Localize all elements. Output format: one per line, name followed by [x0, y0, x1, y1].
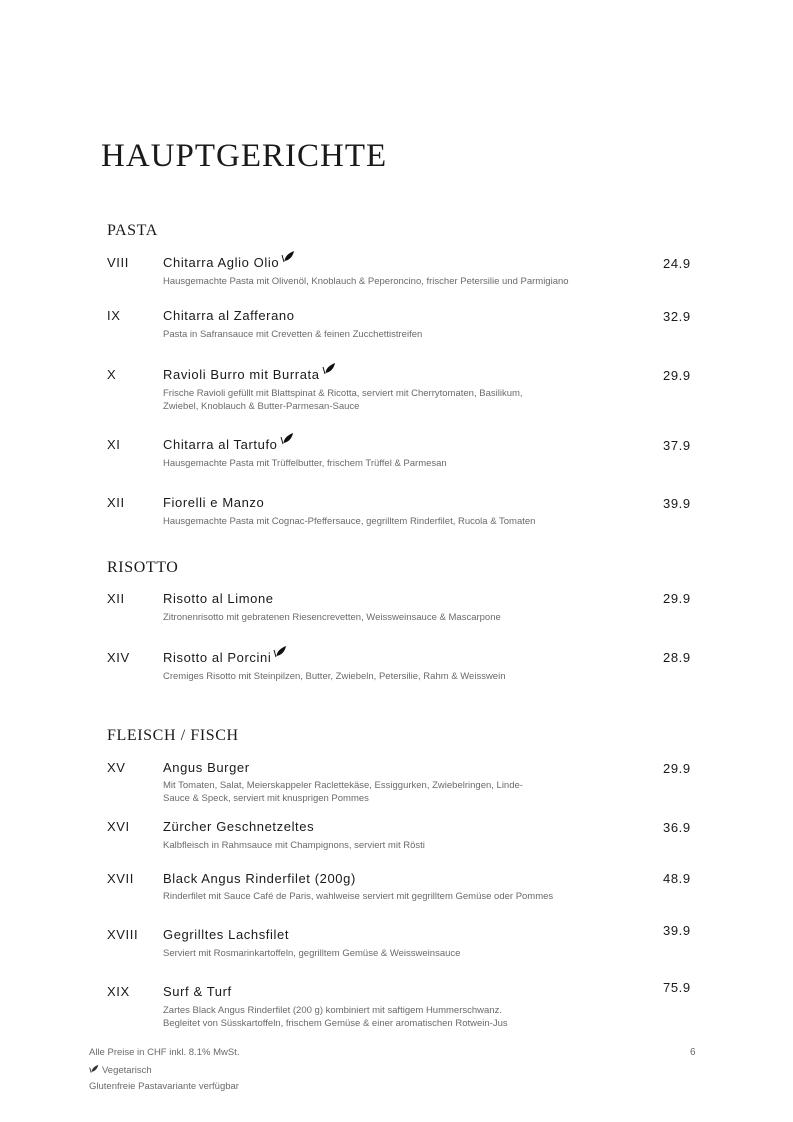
item-name: Zürcher Geschnetzeltes: [163, 819, 315, 834]
section-title-risotto: RISOTTO: [107, 559, 179, 576]
item-name: Risotto al Porcini: [163, 650, 287, 665]
item-number: XVII: [107, 871, 134, 886]
item-number: XII: [107, 495, 125, 510]
item-description: Hausgemachte Pasta mit Trüffelbutter, frischem Trüffel & Parmesan: [163, 458, 447, 469]
item-name: Chitarra al Tartufo: [163, 437, 294, 452]
vegetarian-legend: Vegetarisch: [89, 1064, 152, 1076]
item-price: 29.9: [663, 591, 691, 606]
item-name: Chitarra Aglio Olio: [163, 255, 295, 270]
item-number: IX: [107, 308, 121, 323]
item-price: 24.9: [663, 256, 691, 271]
item-price: 36.9: [663, 820, 691, 835]
page-title: HAUPTGERICHTE: [101, 138, 388, 174]
item-description: Zartes Black Angus Rinderfilet (200 g) kombiniert mit saftigem Hummerschwanz. Begleitet von Süsskartoffeln, frischem Gemüse & einer aromatischen Rotwein-Jus: [163, 1005, 508, 1029]
item-price: 29.9: [663, 761, 691, 776]
item-description: Mit Tomaten, Salat, Meierskappeler Raclettekäse, Essiggurken, Zwiebelringen, Linde- Sauce & Speck, serviert mit knusprigen Pommes: [163, 780, 523, 804]
section-title-pasta: PASTA: [107, 222, 158, 239]
item-number: XI: [107, 437, 121, 452]
item-number: XV: [107, 760, 126, 775]
leaf-icon: [281, 250, 295, 264]
item-price: 39.9: [663, 923, 691, 938]
item-price: 37.9: [663, 438, 691, 453]
item-description: Rinderfilet mit Sauce Café de Paris, wahlweise serviert mit gegrilltem Gemüse oder Pommes: [163, 891, 554, 902]
item-number: VIII: [107, 255, 129, 270]
item-description: Frische Ravioli gefüllt mit Blattspinat & Ricotta, serviert mit Cherrytomaten, Basilikum, Zwiebel, Knoblauch & Butter-Parmesan-Sauce: [163, 388, 523, 412]
leaf-icon: [89, 1064, 99, 1074]
item-description: Serviert mit Rosmarinkartoffeln, gegrilltem Gemüse & Weissweinsauce: [163, 948, 461, 959]
item-price: 39.9: [663, 496, 691, 511]
item-number: XIV: [107, 650, 130, 665]
section-title-fleisch-fisch: FLEISCH / FISCH: [107, 727, 239, 744]
leaf-icon: [322, 362, 336, 376]
item-description: Kalbfleisch in Rahmsauce mit Champignons, serviert mit Rösti: [163, 840, 425, 851]
item-price: 75.9: [663, 980, 691, 995]
item-description: Hausgemachte Pasta mit Cognac-Pfeffersauce, gegrilltem Rinderfilet, Rucola & Tomaten: [163, 516, 536, 527]
item-description: Pasta in Safransauce mit Crevetten & feinen Zucchettistreifen: [163, 329, 423, 340]
item-name: Risotto al Limone: [163, 591, 274, 606]
item-name: Surf & Turf: [163, 984, 232, 999]
item-name: Fiorelli e Manzo: [163, 495, 265, 510]
item-number: X: [107, 367, 117, 382]
item-description: Zitronenrisotto mit gebratenen Riesencrevetten, Weissweinsauce & Mascarpone: [163, 612, 501, 623]
item-name: Black Angus Rinderfilet (200g): [163, 871, 356, 886]
item-number: XII: [107, 591, 125, 606]
item-price: 29.9: [663, 368, 691, 383]
item-name: Angus Burger: [163, 760, 250, 775]
item-number: XVIII: [107, 927, 139, 942]
item-description: Cremiges Risotto mit Steinpilzen, Butter, Zwiebeln, Petersilie, Rahm & Weisswein: [163, 671, 506, 682]
leaf-icon: [280, 432, 294, 446]
item-description: Hausgemachte Pasta mit Olivenöl, Knoblauch & Peperoncino, frischer Petersilie und Parmigiano: [163, 276, 569, 287]
item-name: Ravioli Burro mit Burrata: [163, 367, 336, 382]
leaf-icon: [273, 645, 287, 659]
gluten-free-note: Glutenfreie Pastavariante verfügbar: [89, 1081, 239, 1092]
item-price: 48.9: [663, 871, 691, 886]
item-name: Chitarra al Zafferano: [163, 308, 295, 323]
item-price: 28.9: [663, 650, 691, 665]
item-price: 32.9: [663, 309, 691, 324]
item-number: XIX: [107, 984, 130, 999]
item-number: XVI: [107, 819, 130, 834]
page-number: 6: [690, 1047, 696, 1058]
prices-note: Alle Preise in CHF inkl. 8.1% MwSt.: [89, 1047, 240, 1058]
item-name: Gegrilltes Lachsfilet: [163, 927, 290, 942]
